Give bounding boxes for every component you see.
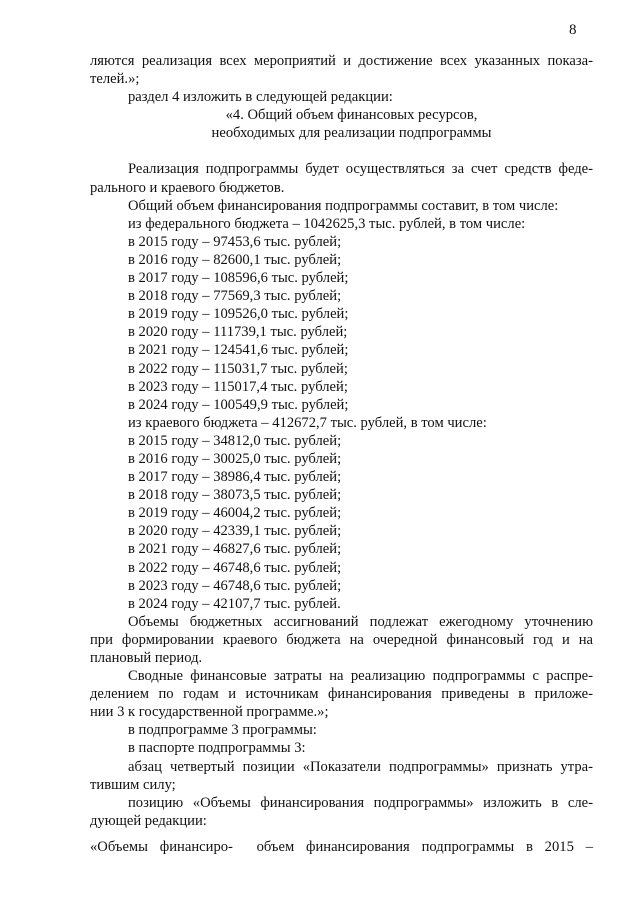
passport-text: в паспорте подпрограммы 3: [128,740,306,757]
spacer [90,142,593,160]
regional-year-item: в 2024 году – 42107,7 тыс. рублей. [128,595,341,612]
paragraph-four-line-1: абзац четвертый позиции «Показатели подпрограммы» признать утра- [128,758,593,775]
federal-year-item: в 2016 году – 82600,1 тыс. рублей; [128,251,342,268]
regional-year-item: в 2015 году – 34812,0 тыс. рублей; [128,432,342,449]
federal-year-item: в 2022 году – 115031,7 тыс. рублей; [128,360,348,377]
spacer [90,830,593,838]
paragraph-four-line-2: тившим силу; [90,776,176,793]
federal-year-item: в 2020 году – 111739,1 тыс. рублей; [128,324,348,341]
realization-line-2: рального и краевого бюджетов. [90,179,285,196]
position-line-1: позицию «Объемы финансирования подпрограммы» изложить в сле- [128,794,593,811]
summary-line-1: Сводные финансовые затраты на реализацию подпрограммы с распре- [128,668,593,685]
total-financing-text: Общий объем финансирования подпрограммы составит, в том числе: [128,197,559,214]
section-heading-line-2: необходимых для реализации подпрограммы [211,125,492,142]
intro-line-2: телей.»; [90,71,140,88]
regional-budget-header: из краевого бюджета – 412672,7 тыс. рублей, в том числе: [128,414,487,431]
federal-year-item: в 2015 году – 97453,6 тыс. рублей; [128,233,342,250]
realization-line-1: Реализация подпрограммы будет осуществляться за счет средств феде- [128,161,593,178]
table-row-right-cell: объем финансирования подпрограммы в 2015 – [256,838,593,855]
subprogram-3-text: в подпрограмме 3 программы: [128,722,317,739]
volumes-line-1: Объемы бюджетных ассигнований подлежат ежегодному уточнению [128,613,593,630]
volumes-line-3: плановый период. [90,650,203,666]
regional-years-list [90,432,593,613]
section-heading-line-1: «4. Общий объем финансовых ресурсов, [225,107,478,124]
federal-year-item: в 2019 году – 109526,0 тыс. рублей; [128,306,349,323]
table-row-left-cell: «Объемы финансиро- [90,838,233,855]
table-row-first-line [90,838,593,856]
summary-line-2: делением по годам и источникам финансирования приведены в приложе- [90,686,593,703]
federal-year-item: в 2021 году – 124541,6 тыс. рублей; [128,342,349,359]
document-body [90,52,593,856]
regional-year-item: в 2022 году – 46748,6 тыс. рублей; [128,559,342,576]
regional-year-item: в 2017 году – 38986,4 тыс. рублей; [128,469,342,486]
summary-line-3: нии 3 к государственной программе.»; [90,704,329,721]
regional-year-item: в 2019 году – 46004,2 тыс. рублей; [128,505,342,522]
federal-years-list [90,233,593,414]
federal-year-item: в 2023 году – 115017,4 тыс. рублей; [128,378,348,395]
section-change-text: раздел 4 изложить в следующей редакции: [128,89,393,106]
regional-year-item: в 2018 году – 38073,5 тыс. рублей; [128,487,342,504]
regional-year-item: в 2020 году – 42339,1 тыс. рублей; [128,523,342,540]
federal-year-item: в 2024 году – 100549,9 тыс. рублей; [128,396,349,413]
regional-year-item: в 2016 году – 30025,0 тыс. рублей; [128,450,342,467]
regional-year-item: в 2023 году – 46748,6 тыс. рублей; [128,577,342,594]
position-line-2: дующей редакции: [90,812,207,829]
regional-year-item: в 2021 году – 46827,6 тыс. рублей; [128,541,342,558]
intro-line-1: ляются реализация всех мероприятий и достижение всех указанных показа- [90,53,593,69]
volumes-line-2: при формировании краевого бюджета на очередной финансовый год и на [90,631,593,648]
federal-year-item: в 2018 году – 77569,3 тыс. рублей; [128,288,342,305]
page-number: 8 [569,22,577,38]
federal-year-item: в 2017 году – 108596,6 тыс. рублей; [128,270,349,287]
federal-budget-header: из федерального бюджета – 1042625,3 тыс. рублей, в том числе: [128,215,526,232]
